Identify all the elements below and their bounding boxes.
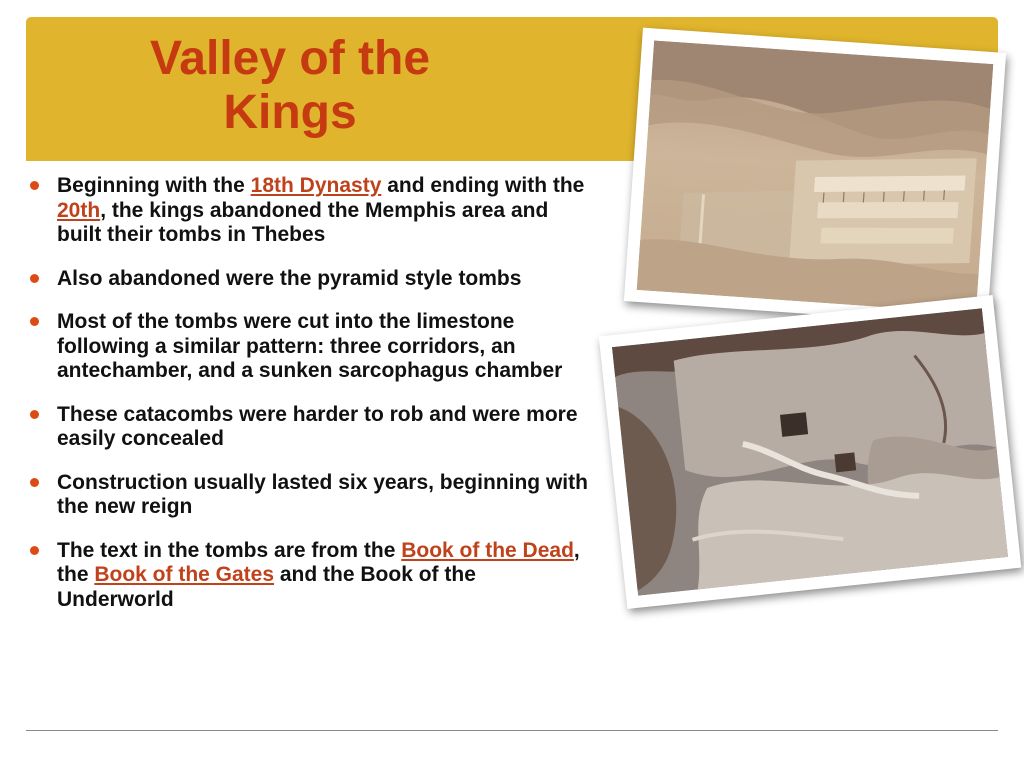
bullet-item	[26, 403, 596, 452]
link-book-of-the-gates[interactable]: Book of the Gates	[94, 563, 275, 586]
link-18th-dynasty[interactable]: 18th Dynasty	[250, 174, 382, 197]
bullet-text: Construction usually lasted six years, beginning with the new reign	[57, 470, 588, 518]
bullet-dot-icon	[30, 274, 39, 283]
photo-temple-terraces	[624, 28, 1006, 327]
slide-title-line-1: Valley of the	[149, 32, 431, 85]
photo-rocky-valley	[599, 295, 1021, 609]
bullet-text	[57, 174, 584, 246]
temple-terraces-image	[637, 40, 994, 313]
bullet-list	[26, 174, 596, 631]
bullet-dot-icon	[30, 478, 39, 487]
bullet-item	[26, 267, 596, 292]
slide-title-line-2: Kings	[223, 86, 357, 139]
footer-rule	[26, 730, 998, 731]
bullet-text-segment: and the Book of the Underworld	[57, 563, 476, 611]
bullet-text: Also abandoned were the pyramid style tombs	[57, 266, 522, 290]
slide-title	[80, 32, 500, 140]
bullet-text-segment: Beginning with the	[57, 174, 251, 197]
bullet-dot-icon	[30, 317, 39, 326]
bullet-text	[57, 539, 580, 611]
bullet-text-segment: , the kings abandoned the Memphis area and built their tombs in Thebes	[57, 198, 549, 246]
bullet-item	[26, 539, 596, 613]
bullet-dot-icon	[30, 410, 39, 419]
link-20th[interactable]: 20th	[57, 198, 101, 222]
bullet-dot-icon	[30, 546, 39, 555]
bullet-text: Most of the tombs were cut into the limestone following a similar pattern: three corridors, an antechamber, and a sunken sarcophagus chamber	[57, 310, 563, 382]
bullet-item	[26, 310, 596, 384]
bullet-text: These catacombs were harder to rob and were more easily concealed	[57, 402, 578, 450]
bullet-text-segment: The text in the tombs are from the	[57, 538, 402, 562]
bullet-dot-icon	[30, 181, 39, 190]
bullet-item	[26, 471, 596, 520]
bullet-text-segment: and ending with the	[381, 174, 585, 197]
bullet-text-segment: , the	[57, 538, 580, 586]
link-book-of-the-dead[interactable]: Book of the Dead	[401, 538, 574, 562]
bullet-item	[26, 174, 596, 248]
rocky-valley-image	[612, 308, 1008, 596]
